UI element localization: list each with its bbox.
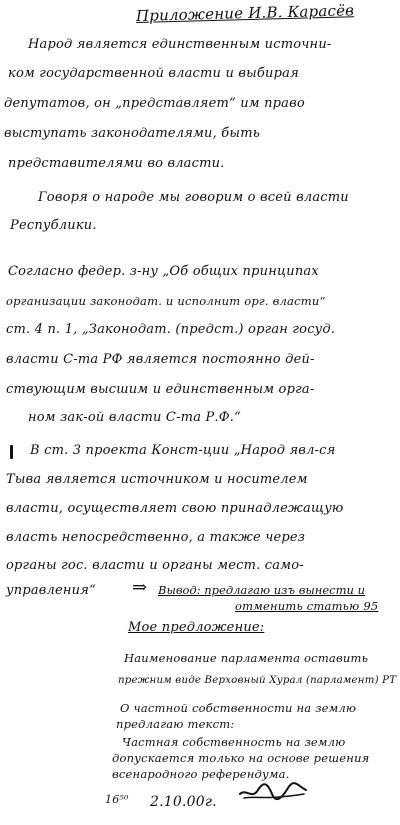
paragraph-3-line-4: власти С-та РФ является постоянно дей- <box>6 352 315 367</box>
paragraph-1-line-5: представителями во власти. <box>8 156 225 171</box>
document-header: Приложение И.В. Карасёв <box>135 1 355 25</box>
conclusion-text: Вывод: предлагаю изъ вынести и <box>158 583 365 597</box>
proposal-title: Мое предложение: <box>128 620 265 635</box>
paragraph-4-line-3: власти, осуществляет свою принадлежащую <box>6 501 344 516</box>
proposal-item-2: прежним виде Верховный Хурал (парламент) РТ <box>118 674 397 686</box>
paragraph-2-line-1: Говоря о народе мы говорим о всей власти <box>38 190 349 205</box>
paragraph-4-line-2: Тыва является источником и носителем <box>6 472 308 487</box>
handwritten-signature <box>238 776 308 806</box>
land-heading-line-1: О частной собственности на землю <box>120 701 357 715</box>
land-text-line-2: допускается только на основе решения <box>112 751 370 765</box>
paragraph-2-line-2: Республики. <box>10 218 97 233</box>
paragraph-1-line-2: ком государственной власти и выбирая <box>8 66 299 81</box>
paragraph-1-line-4: выступать законодателями, быть <box>4 126 261 141</box>
paragraph-4-line-4: власть непосредственно, а также через <box>6 530 306 545</box>
paragraph-4-line-6: управления“ <box>6 583 96 598</box>
time-stamp: 16⁵⁰ <box>105 793 129 806</box>
paragraph-3-line-6: ном зак-ой власти С-та Р.Ф.“ <box>28 410 241 425</box>
paragraph-3-line-1: Согласно федер. з-ну „Об общих принципах <box>8 264 319 279</box>
paragraph-3-line-3: ст. 4 п. 1, „Законодат. (предст.) орган госуд. <box>6 322 336 337</box>
land-text-line-3: всенародного референдума. <box>112 767 290 781</box>
paragraph-3-line-2: организации законодат. и исполнит орг. власти“ <box>6 294 326 308</box>
land-heading-line-2: предлагаю текст: <box>116 717 235 731</box>
paragraph-4-marker <box>10 445 13 459</box>
paragraph-4-line-5: органы гос. власти и органы мест. само- <box>6 558 304 573</box>
paragraph-4-line-1: В ст. 3 проекта Конст-ции „Народ явл-ся <box>30 443 336 458</box>
land-text-line-1: Частная собственность на землю <box>122 735 346 749</box>
paragraph-3-line-5: ствующим высшим и единственным орга- <box>6 382 315 397</box>
paragraph-1-line-1: Народ является единственным источни- <box>28 37 332 52</box>
date-stamp: 2.10.00г. <box>150 794 217 810</box>
conclusion-arrow-icon: ⇒ <box>132 577 148 598</box>
conclusion-text-line-2: отменить статью 95 <box>235 599 379 613</box>
paragraph-1-line-3: депутатов, он „представляет“ им право <box>4 96 305 111</box>
proposal-item-1: Наименование парламента оставить <box>124 651 369 665</box>
